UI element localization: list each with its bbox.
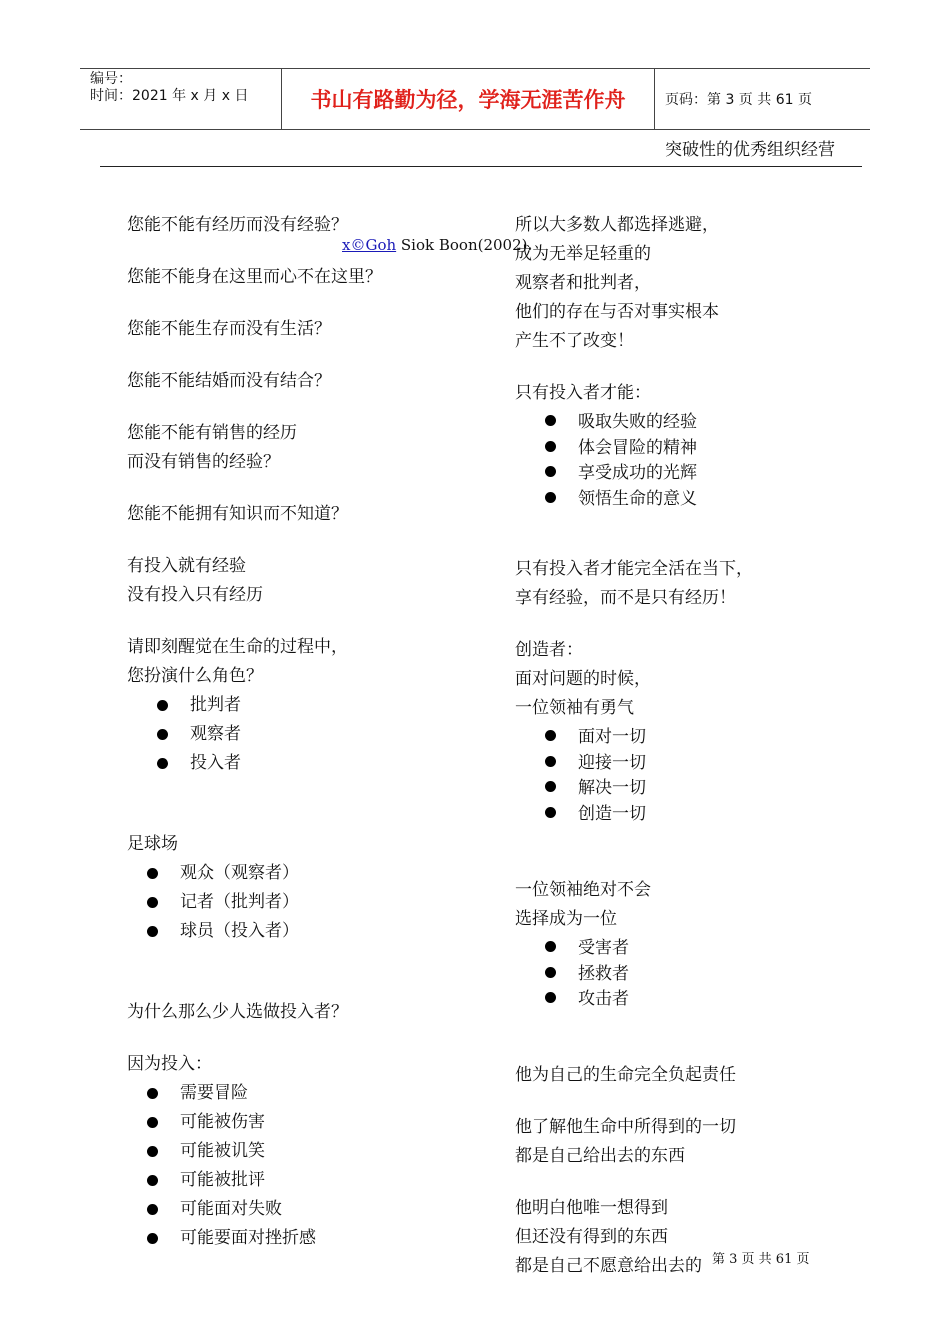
list-item: 观众（观察者） (127, 859, 467, 888)
understand-line-1: 他明白他唯一想得到 (515, 1197, 668, 1218)
creator-title: 创造者： (515, 640, 583, 660)
creator-list (515, 723, 855, 825)
because-title: 因为投入： (127, 1054, 212, 1074)
paragraph-2-line-2: 享有经验，而不是只有经历！ (515, 588, 736, 608)
list-item: 体会冒险的精神 (515, 434, 855, 460)
statement-1-line-1: 有投入就有经验 (127, 556, 246, 576)
why-question: 为什么那么少人选做投入者？ (127, 1002, 348, 1022)
copyright-link[interactable]: x©Goh (342, 236, 397, 254)
document-number-label: 编号： (90, 71, 132, 87)
list-item: 可能被批评 (127, 1166, 467, 1195)
question-2: 您能不能身在这里而心不在这里？ (127, 267, 382, 287)
know-line-1: 他了解他生命中所得到的一切 (515, 1116, 736, 1137)
list-item: 投入者 (127, 749, 467, 778)
list-item: 可能被讥笑 (127, 1137, 467, 1166)
list-item: 创造一切 (515, 800, 855, 826)
creator-line-2: 一位领袖有勇气 (515, 698, 634, 718)
document-subtitle: 突破性的优秀组织经营 (665, 140, 835, 160)
creator-line-1: 面对问题的时候， (515, 669, 651, 689)
never-line-2: 选择成为一位 (515, 909, 617, 929)
know-line-2: 都是自己给出去的东西 (515, 1145, 685, 1166)
question-4: 您能不能结婚而没有结合？ (127, 371, 331, 391)
list-item: 需要冒险 (127, 1079, 467, 1108)
question-3: 您能不能生存而没有生活？ (127, 319, 331, 339)
understand-line-2: 但还没有得到的东西 (515, 1226, 668, 1247)
header-table (80, 68, 870, 130)
list-item: 攻击者 (515, 985, 855, 1011)
right-column (515, 211, 855, 1281)
responsibility-line: 他为自己的生命完全负起责任 (515, 1064, 736, 1085)
question-6: 您能不能拥有知识而不知道？ (127, 504, 348, 524)
statement-1-line-2: 没有投入只有经历 (127, 585, 263, 605)
list-item: 球员（投入者） (127, 917, 467, 946)
question-5-line-2: 而没有销售的经验？ (127, 452, 280, 472)
paragraph-1-line-4: 他们的存在与否对事实根本 (515, 302, 719, 322)
list-item: 面对一切 (515, 723, 855, 749)
roles-list (127, 691, 467, 778)
subtitle-divider (100, 166, 862, 167)
header-motto: 书山有路勤为径，学海无涯苦作舟 (282, 69, 655, 129)
footer-page-number: 第 3 页 共 61 页 (712, 1252, 810, 1267)
statement-2-line-2: 您扮演什么角色？ (127, 666, 263, 686)
list-item: 可能被伤害 (127, 1108, 467, 1137)
list-item: 批判者 (127, 691, 467, 720)
list-item: 迎接一切 (515, 749, 855, 775)
question-5-line-1: 您能不能有销售的经历 (127, 423, 297, 443)
paragraph-1-line-1: 所以大多数人都选择逃避， (515, 215, 719, 235)
list-item: 解决一切 (515, 774, 855, 800)
paragraph-1-line-3: 观察者和批判者， (515, 273, 651, 293)
only-title: 只有投入者才能： (515, 383, 651, 403)
never-list (515, 934, 855, 1011)
question-1: 您能不能有经历而没有经验？ (127, 215, 348, 235)
football-list (127, 859, 467, 946)
list-item: 受害者 (515, 934, 855, 960)
list-item: 享受成功的光辉 (515, 459, 855, 485)
document-date: 时间：2021 年 x 月 x 日 (90, 88, 249, 104)
list-item: 可能面对失败 (127, 1195, 467, 1224)
list-item: 领悟生命的意义 (515, 485, 855, 511)
only-list (515, 408, 855, 510)
football-title: 足球场 (127, 834, 178, 854)
statement-2-line-1: 请即刻醒觉在生命的过程中， (127, 637, 348, 657)
never-line-1: 一位领袖绝对不会 (515, 880, 651, 900)
list-item: 可能要面对挫折感 (127, 1224, 467, 1253)
paragraph-2-line-1: 只有投入者才能完全活在当下， (515, 559, 753, 579)
paragraph-1-line-2: 成为无举足轻重的 (515, 244, 651, 264)
paragraph-1-line-5: 产生不了改变！ (515, 331, 634, 351)
list-item: 记者（批判者） (127, 888, 467, 917)
list-item: 拯救者 (515, 960, 855, 986)
header-page-number: 页码：第 3 页 共 61 页 (665, 92, 812, 108)
list-item: 吸取失败的经验 (515, 408, 855, 434)
left-column (127, 211, 467, 1253)
header-meta (80, 69, 282, 129)
reasons-list (127, 1079, 467, 1253)
list-item: 观察者 (127, 720, 467, 749)
understand-line-3: 都是自己不愿意给出去的 (515, 1255, 702, 1276)
copyright-text: Siok Boon(2002). (396, 236, 533, 254)
